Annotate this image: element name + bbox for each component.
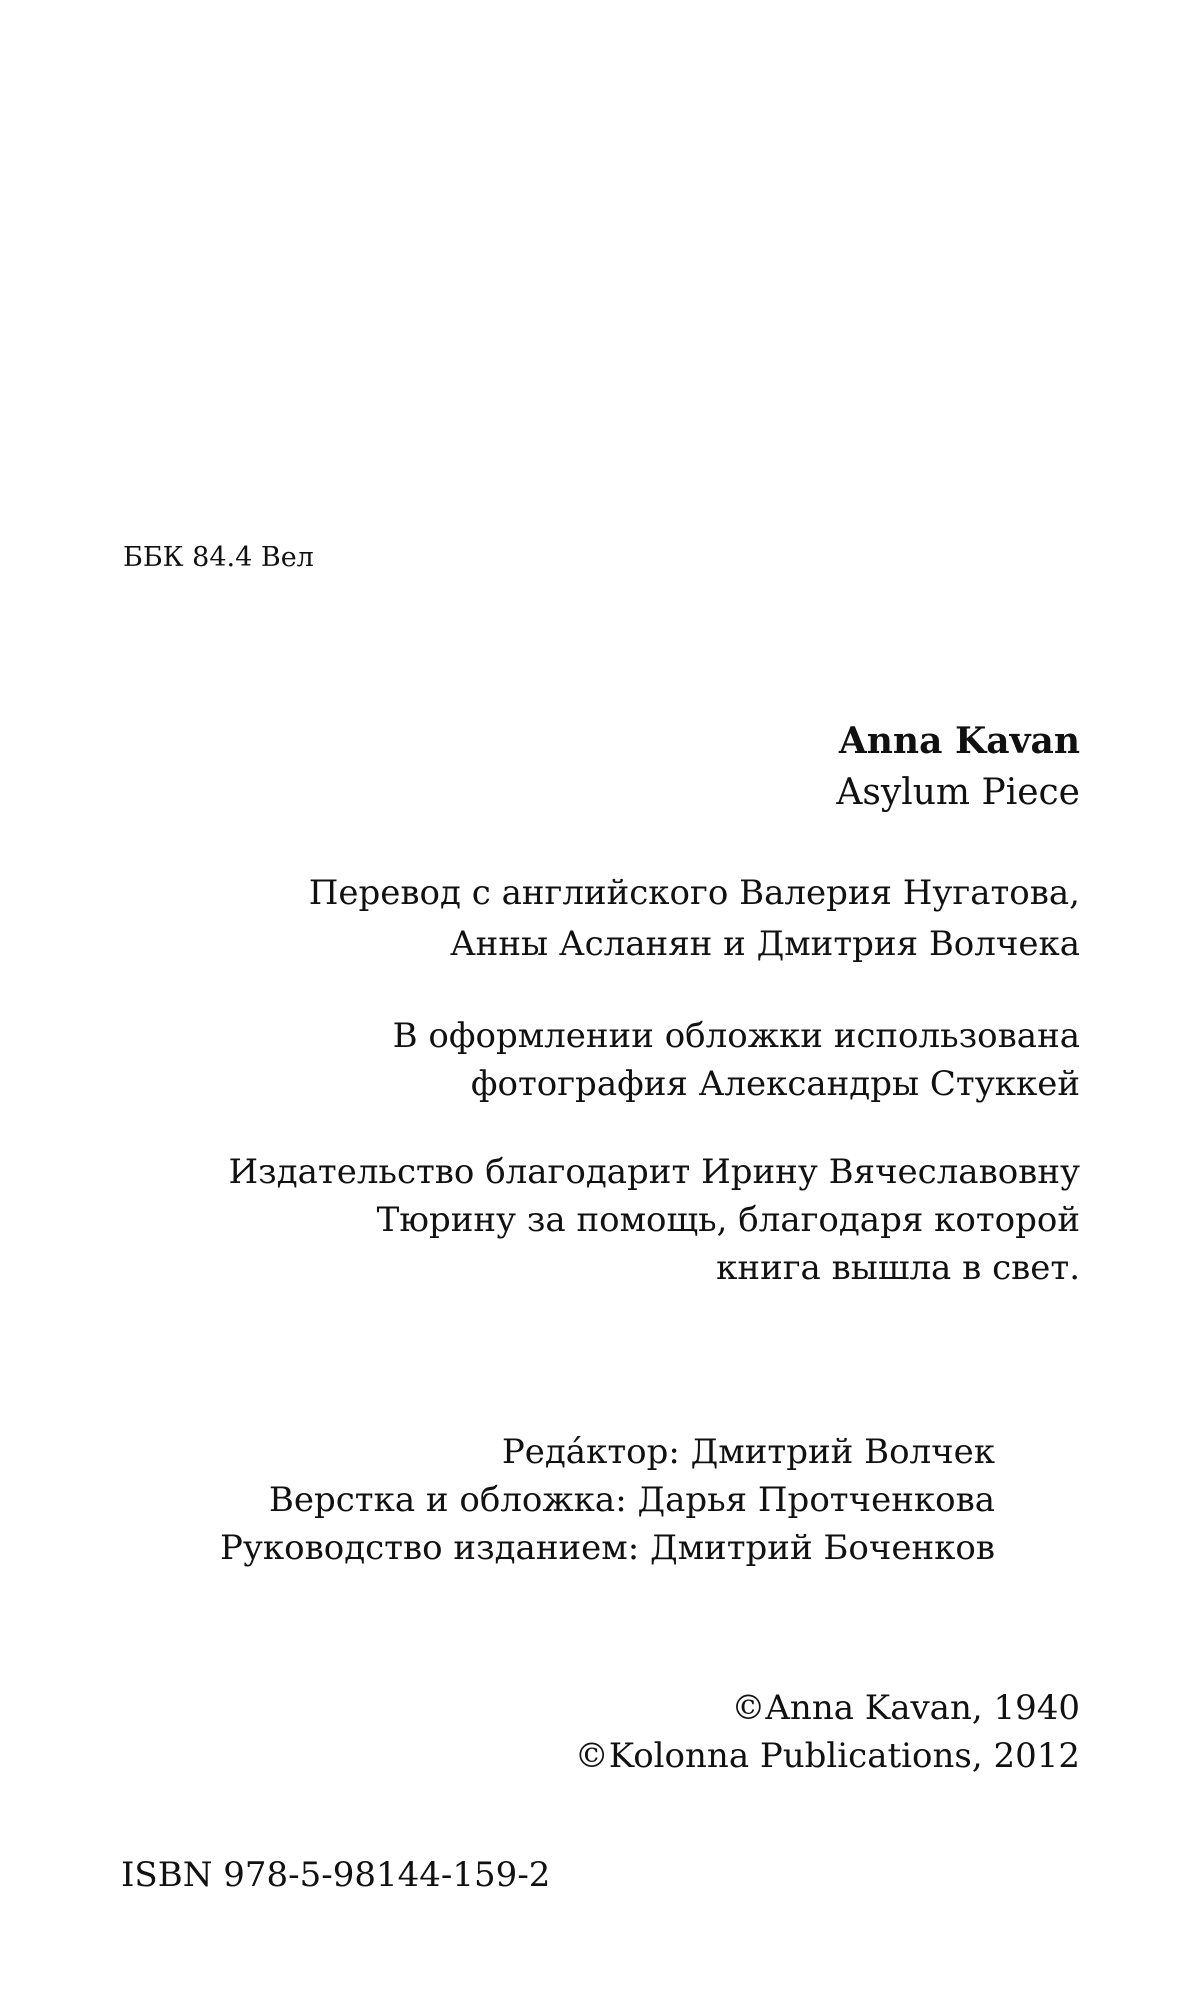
copyright-notice <box>575 1684 1080 1780</box>
copyright-line: ©Anna Kavan, 1940 <box>731 1688 1080 1728</box>
thanks-line: Издательство благодарит Ирину Вячеславовну <box>228 1152 1080 1192</box>
editor-credit: Редáктор: Дмитрий Волчек <box>501 1432 995 1472</box>
acknowledgement <box>229 1148 1081 1292</box>
translation-line: Анны Асланян и Дмитрия Волчека <box>449 924 1080 964</box>
cover-photo-credit <box>393 1012 1080 1108</box>
copyright-line: ©Kolonna Publications, 2012 <box>574 1736 1080 1776</box>
book-title: Asylum Piece <box>836 772 1080 813</box>
cover-note-line: В оформлении обложки использована <box>392 1016 1080 1056</box>
thanks-line: Тюрину за помощь, благодаря которой <box>376 1200 1080 1240</box>
management-credit: Руководство изданием: Дмитрий Боченков <box>219 1528 995 1568</box>
bbk-classification: ББК 84.4 Вел <box>123 542 314 573</box>
thanks-line: книга вышла в свет. <box>716 1248 1080 1288</box>
isbn: ISBN 978-5-98144-159-2 <box>121 1855 551 1895</box>
translation-line: Перевод с английского Валерия Нугатова, <box>308 873 1080 913</box>
translation-credit <box>309 868 1080 970</box>
cover-note-line: фотография Александры Стуккей <box>470 1064 1080 1104</box>
author-name: Anna Kavan <box>838 720 1080 762</box>
staff-credits <box>220 1428 995 1572</box>
layout-credit: Верстка и обложка: Дарья Протченкова <box>268 1480 995 1520</box>
